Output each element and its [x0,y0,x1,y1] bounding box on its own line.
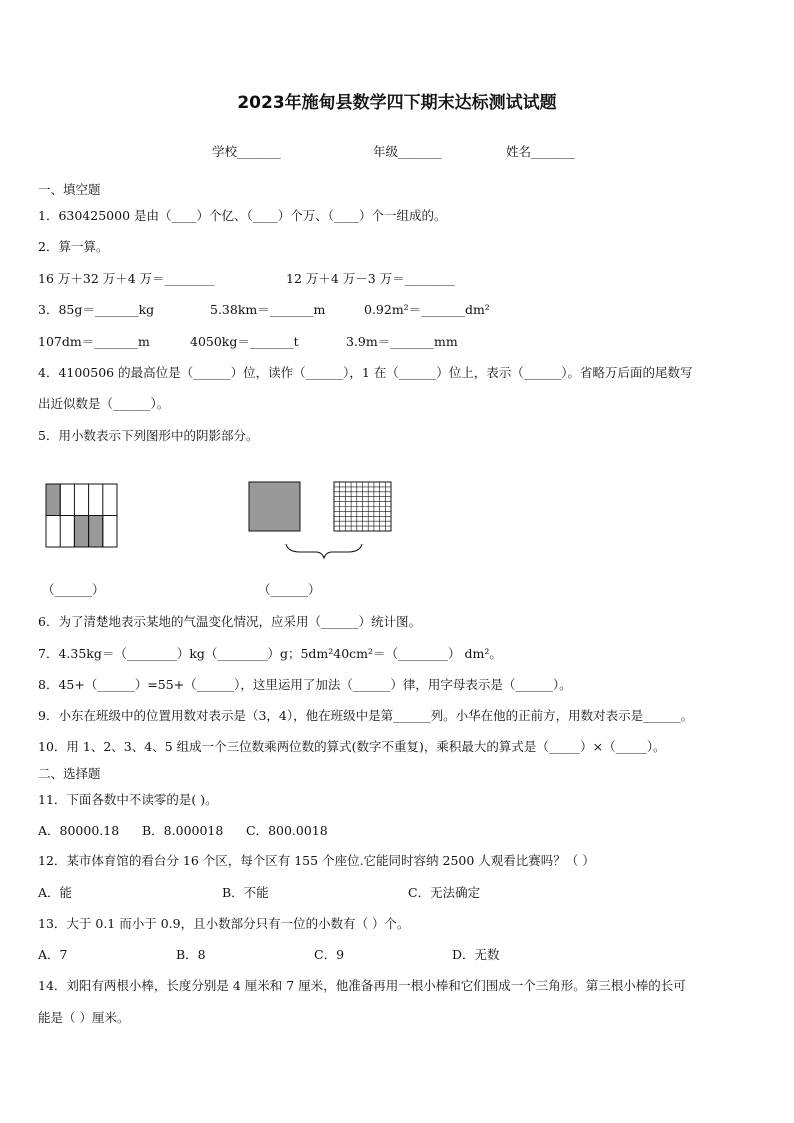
q11-option-a: A．80000.18 [38,823,120,838]
question-4-cont: 出近似数是（______）。 [38,396,170,411]
q13-option-d: D．无数 [452,947,500,962]
q13-option-a: A．7 [38,947,68,962]
question-11: 11．下面各数中不读零的是( )。 [38,792,218,807]
school-field: 学校_______ [212,144,281,159]
question-8: 8．45+（______）=55+（______），这里运用了加法（______）律，用字母表示是（______）。 [38,677,572,692]
q12-option-c: C．无法确定 [408,885,481,900]
q12-option-b: B．不能 [222,885,269,900]
brace [286,544,362,558]
q11-option-b: B．8.000018 [142,823,224,838]
question-9: 9．小东在班级中的位置用数对表示是（3，4），他在班级中是第______列。小华在他的正前方，用数对表示是______。 [38,708,694,723]
divided-rectangle [46,484,117,547]
question-2: 2．算一算。 [38,239,109,254]
section-fill-in: 一、填空题 [38,182,101,197]
question-2b: 12 万＋4 万－3 万＝________ [286,271,455,286]
question-3e: 4050kg＝_______t [190,334,299,349]
question-3c: 0.92m²＝_______dm² [364,302,490,317]
question-3d: 107dm＝_______m [38,334,150,349]
question-3a: 3．85g＝_______kg [38,302,155,317]
q11-option-c: C．800.0018 [246,823,328,838]
question-13: 13．大于 0.1 而小于 0.9，且小数部分只有一位的小数有（ ）个。 [38,916,410,931]
question-14-cont: 能是（ ）厘米。 [38,1010,130,1025]
q12-option-a: A．能 [38,885,73,900]
question-3f: 3.9m＝_______mm [346,334,458,349]
question-4: 4．4100506 的最高位是（______）位，读作（______），1 在（______）位上，表示（______）。省略万后面的尾数写 [38,365,693,380]
shaded-square [249,482,300,531]
question-10: 10．用 1、2、3、4、5 组成一个三位数乘两位数的算式(数字不重复)，乘积最大的算式是（_____）×（_____）。 [38,739,666,754]
q5-answer-2: （______） [258,582,321,597]
question-5: 5．用小数表示下列图形中的阴影部分。 [38,428,259,443]
q13-option-b: B．8 [176,947,206,962]
question-2a: 16 万＋32 万＋4 万＝________ [38,271,215,286]
hundred-grid [334,482,391,531]
grade-field: 年级_______ [373,144,442,159]
name-field: 姓名_______ [506,144,575,159]
question-3b: 5.38km＝_______m [210,302,326,317]
question-7: 7．4.35kg＝（________）kg（________）g；5dm²40cm²＝（________） dm²。 [38,646,502,661]
question-1: 1．630425000 是由（____）个亿、（____）个万、（____）个一组成的。 [38,208,447,223]
question-6: 6．为了清楚地表示某地的气温变化情况，应采用（______）统计图。 [38,614,421,629]
question-12: 12．某市体育馆的看台分 16 个区，每个区有 155 个座位.它能同时容纳 2500 人观看比赛吗？（ ） [38,853,595,868]
question-14: 14．刘阳有两根小棒，长度分别是 4 厘米和 7 厘米，他准备再用一根小棒和它们围成一个三角形。第三根小棒的长可 [38,978,686,993]
q5-answer-1: （______） [42,582,105,597]
section-choice: 二、选择题 [38,766,101,781]
page-title: 2023年施甸县数学四下期末达标测试试题 [237,93,557,113]
q13-option-c: C．9 [314,947,345,962]
